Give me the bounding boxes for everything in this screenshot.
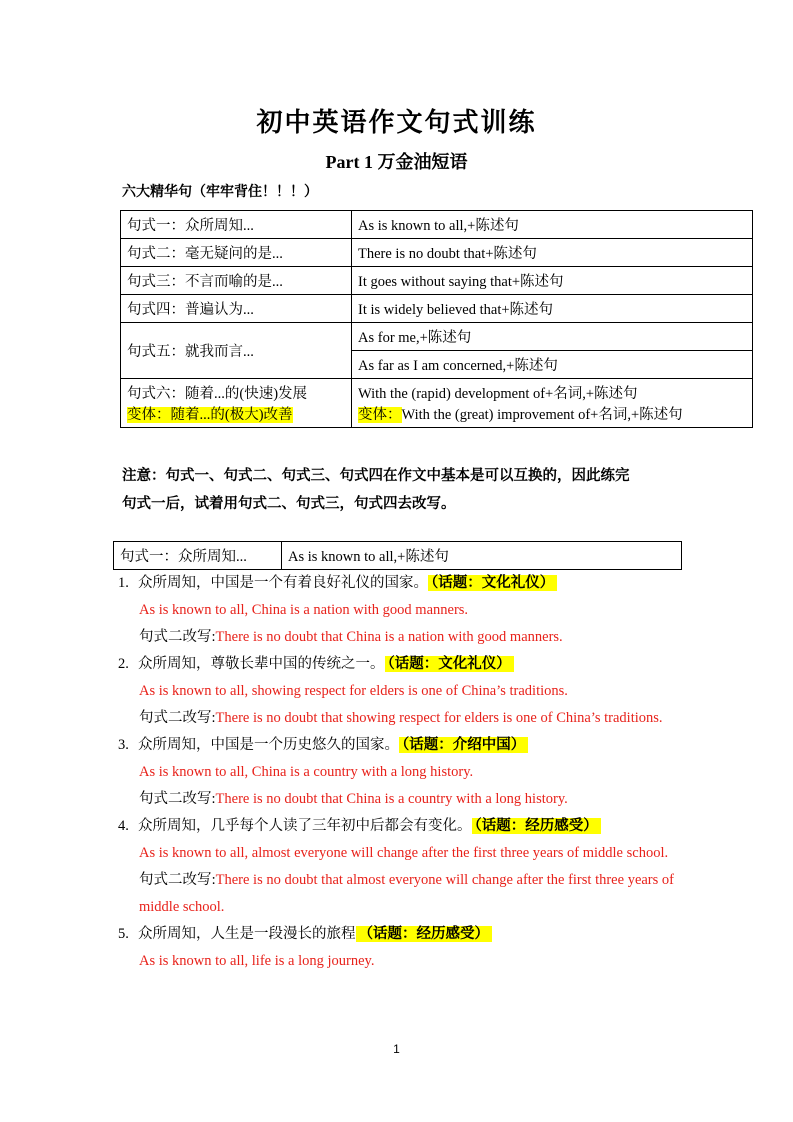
table-row <box>121 295 753 323</box>
question <box>118 570 674 597</box>
pattern-en: As is known to all,+陈述句 <box>282 542 682 570</box>
note-line: 注意：句式一、句式二、句式三、句式四在作文中基本是可以互换的，因此练完 <box>122 468 630 484</box>
answer-text: As is known to all, life is a long journey. <box>139 953 375 969</box>
rewrite-text: There is no doubt that China is a nation with good manners. <box>215 629 563 645</box>
topic-badge: （话题：经历感受） <box>472 818 601 834</box>
pattern-cn: 句式五：就我而言... <box>121 323 352 379</box>
item-number: 4. <box>118 818 129 834</box>
pattern-en: As is known to all,+陈述句 <box>352 211 753 239</box>
list-item <box>118 732 674 813</box>
table-row <box>121 323 753 351</box>
question-text: 众所周知，中国是一个历史悠久的国家。 <box>138 737 399 753</box>
answer-text: As is known to all, China is a country with a long history. <box>139 764 474 780</box>
pattern-cn-variant: 变体：随着...的(极大)改善 <box>127 407 293 423</box>
rewrite-text: There is no doubt that almost everyone will change after the first three years of middle school. <box>139 872 674 915</box>
question-text: 众所周知，尊敬长辈中国的传统之一。 <box>138 656 385 672</box>
examples-list <box>118 570 674 975</box>
pattern-en-alt: As far as I am concerned,+陈述句 <box>352 351 753 379</box>
pattern-cn: 句式四：普遍认为... <box>121 295 352 323</box>
page-number: 1 <box>393 1042 400 1056</box>
rewrite-line <box>139 624 674 651</box>
answer-text: As is known to all, China is a nation with good manners. <box>139 602 469 618</box>
pattern-cn: 句式二：毫无疑问的是... <box>121 239 352 267</box>
question-text: 众所周知，中国是一个有着良好礼仪的国家。 <box>138 575 428 591</box>
pattern-en: It goes without saying that+陈述句 <box>352 267 753 295</box>
question <box>118 813 674 840</box>
pattern-en: It is widely believed that+陈述句 <box>352 295 753 323</box>
pattern-cn-main: 句式六：随着...的(快速)发展 <box>127 386 308 402</box>
pattern-cn: 句式三：不言而喻的是... <box>121 267 352 295</box>
question <box>118 921 674 948</box>
single-pattern-table <box>113 541 682 570</box>
topic-badge: （话题：经历感受） <box>356 926 493 942</box>
sentence-pattern-table <box>120 210 753 428</box>
answer-text: As is known to all, showing respect for elders is one of China’s traditions. <box>139 683 568 699</box>
pattern-en: As for me,+陈述句 <box>352 323 753 351</box>
page-subtitle: Part 1 万金油短语 <box>325 152 468 172</box>
rewrite-text: There is no doubt that China is a country with a long history. <box>215 791 568 807</box>
table-row <box>121 267 753 295</box>
table-row <box>121 211 753 239</box>
question <box>118 651 674 678</box>
question-text: 众所周知，几乎每个人读了三年初中后都会有变化。 <box>138 818 472 834</box>
pattern-en: There is no doubt that+陈述句 <box>352 239 753 267</box>
list-item <box>118 813 674 921</box>
question-text: 众所周知，人生是一段漫长的旅程 <box>138 926 356 942</box>
rewrite-label: 句式二改写: <box>139 872 216 888</box>
rewrite-text: There is no doubt that showing respect for elders is one of China’s traditions. <box>215 710 663 726</box>
item-number: 3. <box>118 737 129 753</box>
item-number: 1. <box>118 575 129 591</box>
pattern-en-main: With the (rapid) development of+名词,+陈述句 <box>358 386 638 402</box>
rewrite-label: 句式二改写: <box>139 791 216 807</box>
rewrite-line <box>139 867 674 921</box>
table-row <box>121 239 753 267</box>
pattern-en-variant: With the (great) improvement of+名词,+陈述句 <box>401 407 683 423</box>
note-paragraph <box>122 462 682 518</box>
rewrite-line <box>139 705 674 732</box>
rewrite-label: 句式二改写: <box>139 629 216 645</box>
table-row <box>121 379 753 428</box>
rewrite-label: 句式二改写: <box>139 710 216 726</box>
variant-label: 变体： <box>358 407 402 423</box>
pattern-cn: 句式一：众所周知... <box>114 542 282 570</box>
pattern-cn: 句式一：众所周知... <box>121 211 352 239</box>
topic-badge: （话题：文化礼仪） <box>428 575 557 591</box>
pattern-en <box>352 379 753 428</box>
topic-badge: （话题：文化礼仪） <box>385 656 514 672</box>
item-number: 5. <box>118 926 129 942</box>
question <box>118 732 674 759</box>
section-label: 六大精华句（牢牢背住！！！） <box>122 185 318 200</box>
note-line: 句式一后，试着用句式二、句式三，句式四去改写。 <box>122 496 456 512</box>
pattern-cn <box>121 379 352 428</box>
topic-badge: （话题：介绍中国） <box>399 737 528 753</box>
table-row <box>114 542 682 570</box>
answer-text: As is known to all, almost everyone will change after the first three years of middle school. <box>139 845 669 861</box>
list-item <box>118 921 674 975</box>
list-item <box>118 651 674 732</box>
page-title: 初中英语作文句式训练 <box>256 108 537 137</box>
list-item <box>118 570 674 651</box>
item-number: 2. <box>118 656 129 672</box>
rewrite-line <box>139 786 674 813</box>
